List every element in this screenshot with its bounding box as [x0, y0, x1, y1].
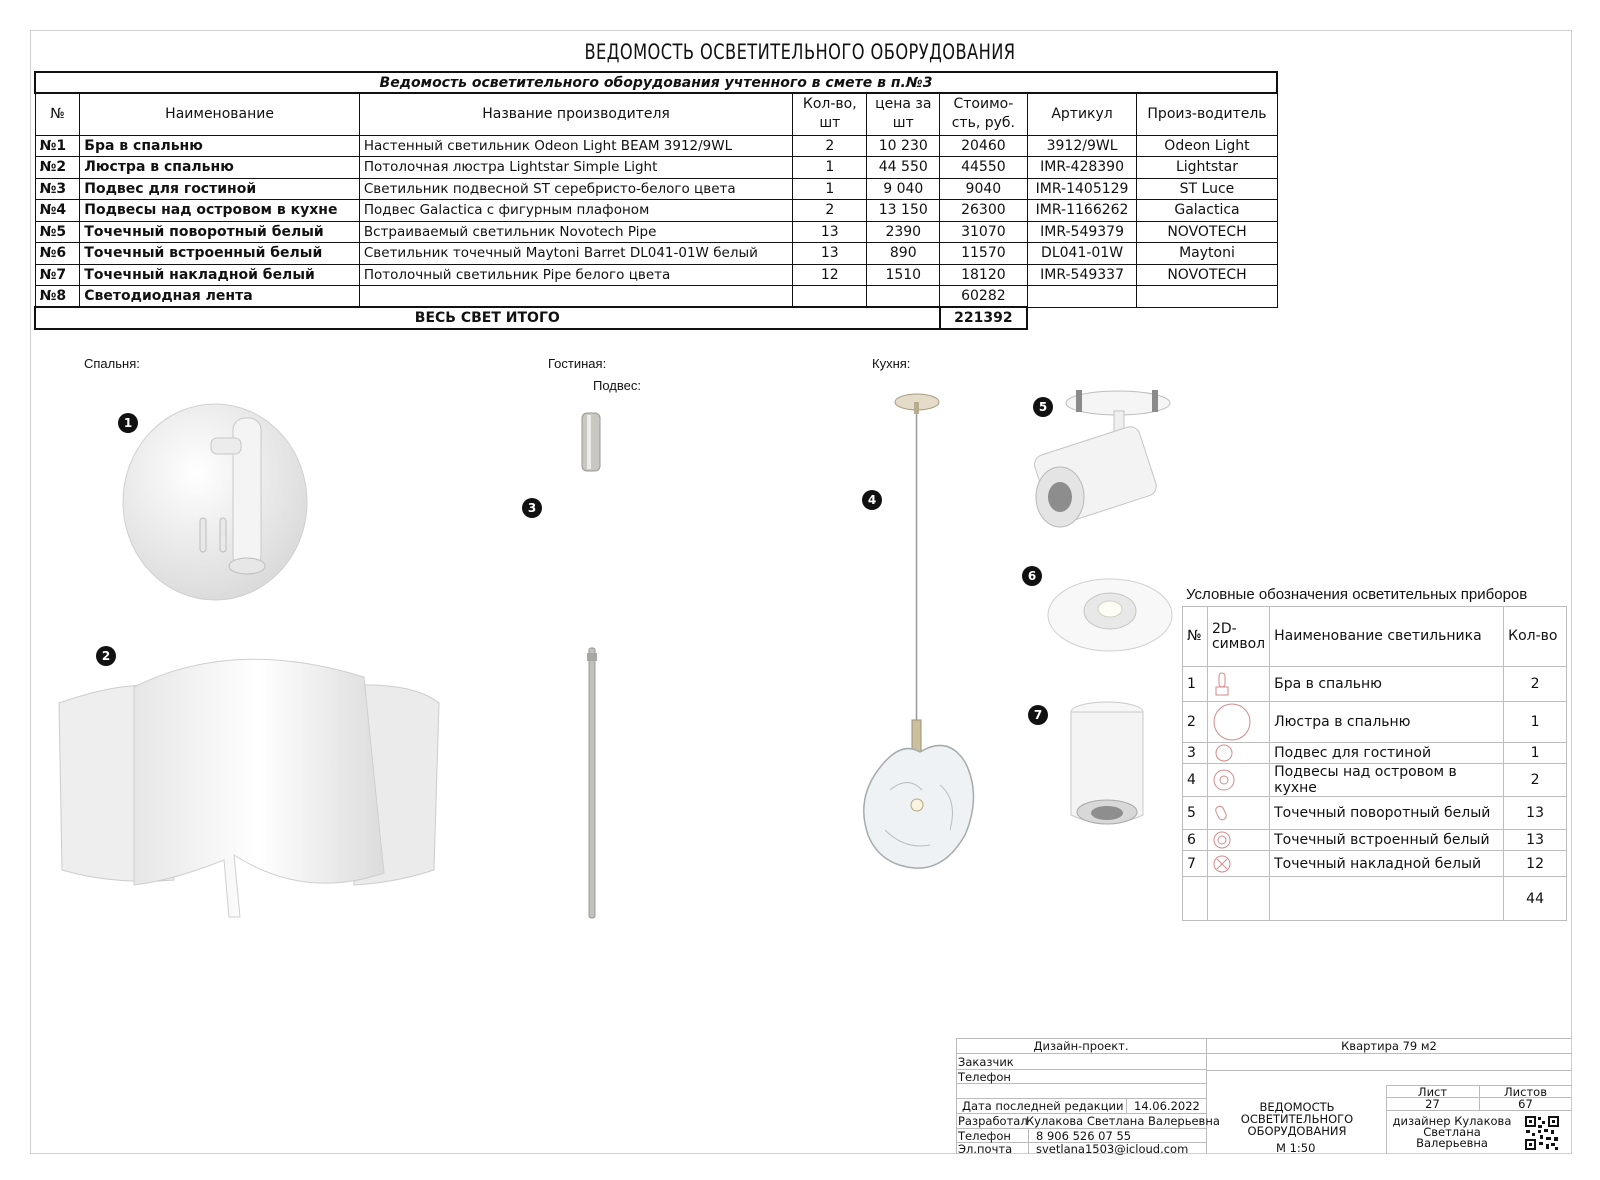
wall-sconce-image	[115, 398, 315, 608]
equipment-table	[34, 71, 1278, 330]
row-maker-name: Светильник подвесной ST серебристо-белого цвета	[359, 178, 792, 200]
stamp-developer-label: Разработал	[958, 1114, 1028, 1128]
stamp-phone-label: Телефон	[958, 1070, 1011, 1084]
legend-row-name: Подвесы над островом в кухне	[1270, 764, 1504, 797]
stamp-sheets-total: 67	[1518, 1097, 1533, 1111]
room-pendant-label: Подвес:	[593, 378, 641, 393]
legend-row-num: 1	[1183, 667, 1208, 702]
row-cost: 31070	[940, 221, 1028, 243]
legend-row-qty: 1	[1504, 702, 1567, 743]
row-num: №7	[35, 264, 80, 286]
legend-row-qty: 12	[1504, 851, 1567, 877]
row-maker-name	[359, 286, 792, 308]
row-price: 44 550	[867, 157, 940, 179]
stamp-phone2: 8 906 526 07 55	[1036, 1129, 1132, 1143]
row-cost: 60282	[940, 286, 1028, 308]
header-num: №	[35, 93, 80, 135]
row-price: 9 040	[867, 178, 940, 200]
row-maker-name: Подвес Galactica с фигурным плафоном	[359, 200, 792, 222]
legend-total: 44	[1504, 877, 1567, 921]
room-kitchen-label: Кухня:	[872, 356, 911, 371]
row-producer	[1137, 286, 1277, 308]
stamp-email-label: Эл.почта	[958, 1142, 1013, 1156]
kitchen-pendant-image	[850, 390, 980, 885]
legend-header-name: Наименование светильника	[1270, 607, 1504, 667]
row-maker-name: Встраиваемый светильник Novotech Pipe	[359, 221, 792, 243]
row-num: №6	[35, 243, 80, 265]
row-name: Подвес для гостиной	[80, 178, 360, 200]
row-cost: 44550	[940, 157, 1028, 179]
legend-row-name: Точечный поворотный белый	[1270, 797, 1504, 830]
legend-row-num: 2	[1183, 702, 1208, 743]
legend-row-qty: 1	[1504, 743, 1567, 764]
legend-row-name: Подвес для гостиной	[1270, 743, 1504, 764]
row-producer: Odeon Light	[1137, 135, 1277, 157]
header-article: Артикул	[1027, 93, 1137, 135]
legend-row-num: 5	[1183, 797, 1208, 830]
stamp-customer-label: Заказчик	[958, 1055, 1014, 1069]
legend-row-num: 7	[1183, 851, 1208, 877]
row-name: Точечный накладной белый	[80, 264, 360, 286]
row-qty: 13	[793, 243, 867, 265]
surface-spot-image	[1065, 700, 1150, 835]
row-name: Точечный встроенный белый	[80, 243, 360, 265]
row-article: IMR-428390	[1027, 157, 1137, 179]
stamp-last-edit-label: Дата последней редакции	[962, 1099, 1124, 1113]
header-price: цена за шт	[867, 93, 940, 135]
stamp-sheet-title: ВЕДОМОСТЬ ОСВЕТИТЕЛЬНОГО ОБОРУДОВАНИЯ	[1240, 1100, 1354, 1138]
row-article	[1027, 286, 1137, 308]
row-cost: 20460	[940, 135, 1028, 157]
page-title: ВЕДОМОСТЬ ОСВЕТИТЕЛЬНОГО ОБОРУДОВАНИЯ	[584, 40, 1016, 64]
table-row	[35, 157, 1277, 179]
legend-row-name: Точечный встроенный белый	[1270, 830, 1504, 851]
row-maker-name: Потолочная люстра Lightstar Simple Light	[359, 157, 792, 179]
row-name: Люстра в спальню	[80, 157, 360, 179]
stamp-project: Дизайн-проект.	[1033, 1039, 1129, 1053]
legend-row-qty: 13	[1504, 797, 1567, 830]
room-living-label: Гостиная:	[548, 356, 607, 371]
row-price: 890	[867, 243, 940, 265]
table-row	[35, 135, 1277, 157]
row-num: №5	[35, 221, 80, 243]
row-qty: 1	[793, 178, 867, 200]
row-name: Подвесы над островом в кухне	[80, 200, 360, 222]
legend-row-qty: 13	[1504, 830, 1567, 851]
total-value: 221392	[940, 307, 1028, 329]
stamp-last-edit-date: 14.06.2022	[1134, 1099, 1200, 1113]
row-producer: NOVOTECH	[1137, 221, 1277, 243]
table-row	[35, 264, 1277, 286]
legend-symbol-icon	[1207, 764, 1269, 797]
legend-row	[1183, 667, 1567, 702]
row-qty	[793, 286, 867, 308]
total-label: ВЕСЬ СВЕТ ИТОГО	[35, 307, 940, 329]
row-name: Точечный поворотный белый	[80, 221, 360, 243]
legend-symbol-icon	[1207, 830, 1269, 851]
legend-row	[1183, 764, 1567, 797]
legend-symbol-icon	[1207, 797, 1269, 830]
row-article: 3912/9WL	[1027, 135, 1137, 157]
row-article: DL041-01W	[1027, 243, 1137, 265]
row-article: IMR-1166262	[1027, 200, 1137, 222]
row-qty: 1	[793, 157, 867, 179]
marker-7: 7	[1028, 705, 1048, 725]
legend-symbol-icon	[1207, 851, 1269, 877]
row-producer: Maytoni	[1137, 243, 1277, 265]
table-row	[35, 243, 1277, 265]
row-num: №2	[35, 157, 80, 179]
legend-table	[1182, 606, 1567, 921]
legend-row-num: 4	[1183, 764, 1208, 797]
row-article: IMR-549337	[1027, 264, 1137, 286]
row-maker-name: Настенный светильник Odeon Light BEAM 3912/9WL	[359, 135, 792, 157]
table-row	[35, 286, 1277, 308]
room-bedroom-label: Спальня:	[84, 356, 140, 371]
row-price: 2390	[867, 221, 940, 243]
legend-symbol-icon	[1207, 743, 1269, 764]
legend-row-qty: 2	[1504, 667, 1567, 702]
title-block	[956, 1038, 1572, 1154]
row-num: №8	[35, 286, 80, 308]
table-row	[35, 178, 1277, 200]
row-producer: Galactica	[1137, 200, 1277, 222]
marker-2: 2	[96, 646, 116, 666]
legend-row-name: Точечный накладной белый	[1270, 851, 1504, 877]
row-maker-name: Светильник точечный Maytoni Barret DL041-01W белый	[359, 243, 792, 265]
legend-row	[1183, 797, 1567, 830]
row-num: №4	[35, 200, 80, 222]
legend-row	[1183, 851, 1567, 877]
legend-row-num: 3	[1183, 743, 1208, 764]
legend-symbol-icon	[1207, 667, 1269, 702]
row-name: Светодиодная лента	[80, 286, 360, 308]
stamp-sheet-no: 27	[1425, 1097, 1440, 1111]
legend-row-name: Люстра в спальню	[1270, 702, 1504, 743]
row-price: 10 230	[867, 135, 940, 157]
row-cost: 26300	[940, 200, 1028, 222]
legend-header-qty: Кол-во	[1504, 607, 1567, 667]
stamp-developer-name: Кулакова Светлана Валерьевна	[1026, 1114, 1220, 1128]
marker-6: 6	[1022, 566, 1042, 586]
stamp-sheet-label: Лист	[1417, 1085, 1448, 1099]
row-qty: 12	[793, 264, 867, 286]
stamp-phone2-label: Телефон	[958, 1129, 1011, 1143]
recessed-spot-image	[1045, 575, 1175, 655]
row-producer: NOVOTECH	[1137, 264, 1277, 286]
qr-code-icon	[1524, 1115, 1560, 1151]
row-num: №1	[35, 135, 80, 157]
legend-header-num: №	[1183, 607, 1208, 667]
legend-row	[1183, 743, 1567, 764]
row-price	[867, 286, 940, 308]
row-producer: ST Luce	[1137, 178, 1277, 200]
stamp-scale: М 1:50	[1276, 1141, 1316, 1155]
row-qty: 2	[793, 200, 867, 222]
row-num: №3	[35, 178, 80, 200]
stamp-designer: дизайнер Кулакова Светлана Валерьевна	[1392, 1114, 1512, 1150]
table-caption: Ведомость осветительного оборудования учтенного в смете в п.№3	[35, 72, 1277, 93]
table-row	[35, 200, 1277, 222]
legend-row	[1183, 702, 1567, 743]
row-producer: Lightstar	[1137, 157, 1277, 179]
row-cost: 18120	[940, 264, 1028, 286]
chandelier-image	[54, 655, 444, 930]
row-cost: 9040	[940, 178, 1028, 200]
marker-1: 1	[118, 413, 138, 433]
header-name: Наименование	[80, 93, 360, 135]
row-qty: 13	[793, 221, 867, 243]
stamp-object: Квартира 79 м2	[1341, 1039, 1437, 1053]
row-price: 13 150	[867, 200, 940, 222]
stamp-sheets-label: Листов	[1504, 1085, 1547, 1099]
legend-symbol-icon	[1207, 702, 1269, 743]
marker-3: 3	[522, 498, 542, 518]
legend-title: Условные обозначения осветительных приборов	[1186, 586, 1528, 603]
row-article: IMR-1405129	[1027, 178, 1137, 200]
legend-row-qty: 2	[1504, 764, 1567, 797]
legend-row	[1183, 830, 1567, 851]
stamp-email: svetlana1503@icloud.com	[1036, 1142, 1189, 1156]
row-price: 1510	[867, 264, 940, 286]
header-cost: Стоимо-сть, руб.	[940, 93, 1028, 135]
pendant-image	[540, 398, 690, 938]
legend-row-name: Бра в спальню	[1270, 667, 1504, 702]
row-article: IMR-549379	[1027, 221, 1137, 243]
row-cost: 11570	[940, 243, 1028, 265]
row-qty: 2	[793, 135, 867, 157]
row-name: Бра в спальню	[80, 135, 360, 157]
table-row	[35, 221, 1277, 243]
header-maker-name: Название производителя	[359, 93, 792, 135]
legend-row-num: 6	[1183, 830, 1208, 851]
header-qty: Кол-во, шт	[793, 93, 867, 135]
marker-5: 5	[1033, 397, 1053, 417]
header-producer: Произ-водитель	[1137, 93, 1277, 135]
row-maker-name: Потолочный светильник Pipe белого цвета	[359, 264, 792, 286]
legend-header-symbol: 2D-символ	[1207, 607, 1269, 667]
marker-4: 4	[862, 490, 882, 510]
